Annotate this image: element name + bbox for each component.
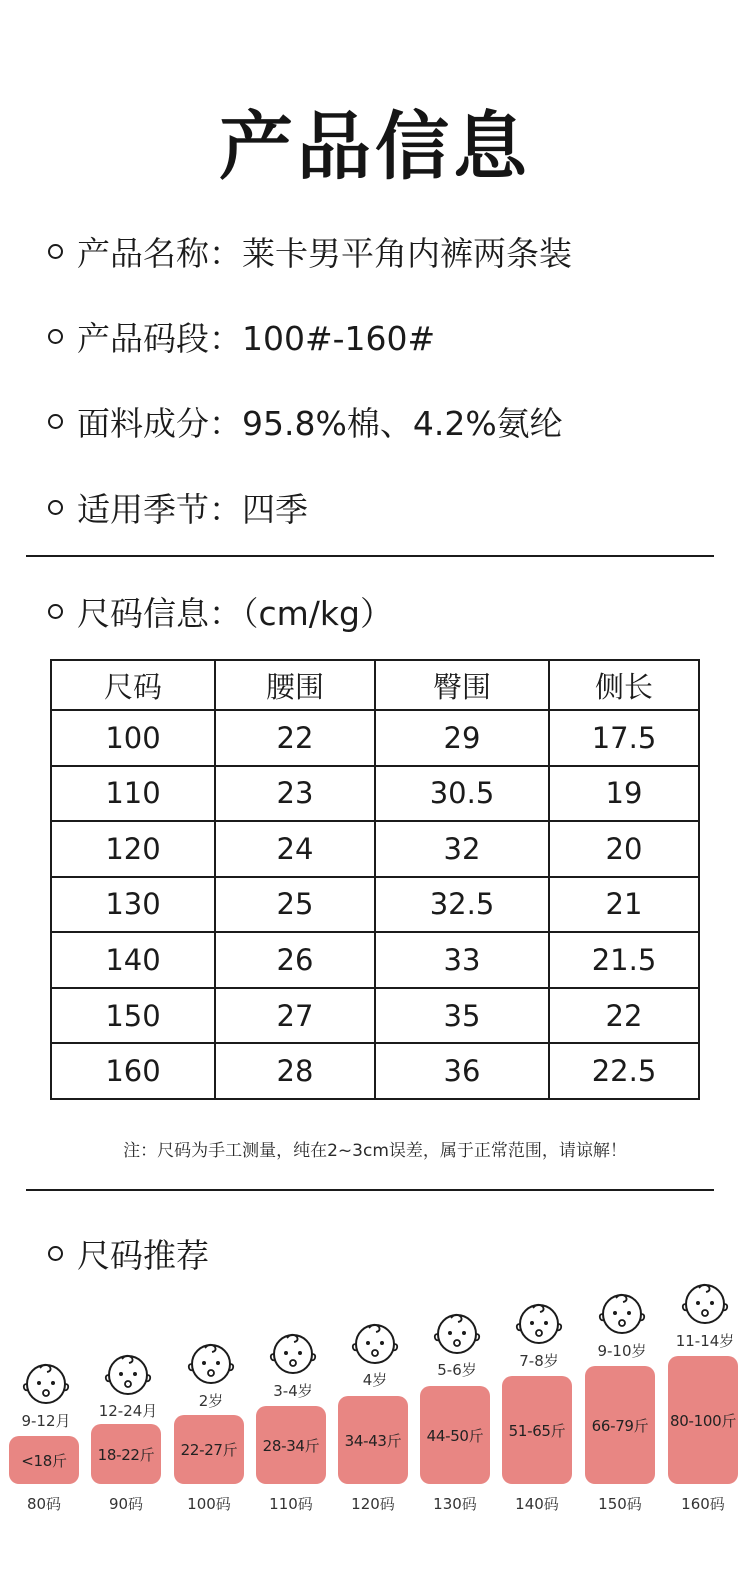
page-title: 产品信息 bbox=[219, 104, 531, 190]
baby-face-icon bbox=[263, 1330, 323, 1374]
recommend-age: 7-8岁 bbox=[519, 1352, 559, 1370]
baby-face-icon bbox=[509, 1300, 569, 1344]
recommend-weight: 18-22斤 bbox=[91, 1424, 161, 1484]
table-row bbox=[51, 710, 699, 766]
info-product-name-text: 产品名称：莱卡男平角内裤两条装 bbox=[77, 234, 572, 273]
info-fabric-text: 面料成分：95.8%棉、4.2%氨纶 bbox=[77, 404, 563, 443]
recommend-age: 12-24月 bbox=[98, 1402, 158, 1420]
table-cell: 28 bbox=[215, 1043, 375, 1099]
baby-face-icon bbox=[427, 1310, 487, 1354]
section-divider bbox=[26, 555, 714, 557]
recommend-size: 140码 bbox=[515, 1495, 559, 1513]
bullet-icon bbox=[48, 604, 63, 619]
baby-face-icon bbox=[16, 1360, 76, 1404]
recommend-weight: 66-79斤 bbox=[585, 1366, 655, 1484]
size-section-heading-text: 尺码信息：（cm/kg） bbox=[77, 594, 393, 633]
table-cell: 30.5 bbox=[375, 766, 549, 822]
section-divider bbox=[26, 1189, 714, 1191]
recommend-age: 2岁 bbox=[198, 1392, 224, 1410]
bullet-icon bbox=[48, 244, 63, 259]
baby-face-icon bbox=[98, 1351, 158, 1395]
table-row bbox=[51, 821, 699, 877]
info-season bbox=[48, 484, 308, 531]
recommend-size: 120码 bbox=[351, 1495, 395, 1513]
table-cell: 21 bbox=[549, 877, 699, 933]
recommend-size: 90码 bbox=[108, 1495, 144, 1513]
info-season-text: 适用季节：四季 bbox=[77, 490, 308, 529]
table-cell: 32.5 bbox=[375, 877, 549, 933]
table-cell: 17.5 bbox=[549, 710, 699, 766]
table-cell: 21.5 bbox=[549, 932, 699, 988]
info-product-name bbox=[48, 228, 572, 275]
recommend-age: 5-6岁 bbox=[437, 1361, 477, 1379]
recommend-weight: 22-27斤 bbox=[174, 1415, 244, 1484]
table-row bbox=[51, 766, 699, 822]
table-cell: 26 bbox=[215, 932, 375, 988]
table-cell: 25 bbox=[215, 877, 375, 933]
table-cell: 32 bbox=[375, 821, 549, 877]
recommend-weight: 80-100斤 bbox=[668, 1356, 738, 1484]
recommend-weight: 28-34斤 bbox=[256, 1406, 326, 1484]
baby-face-icon bbox=[181, 1340, 241, 1384]
recommend-age: 9-12月 bbox=[21, 1412, 71, 1430]
table-cell: 150 bbox=[51, 988, 215, 1044]
table-cell: 27 bbox=[215, 988, 375, 1044]
recommend-size: 130码 bbox=[433, 1495, 477, 1513]
table-header-row bbox=[51, 660, 699, 710]
header-hip: 臀围 bbox=[375, 660, 549, 710]
table-cell: 29 bbox=[375, 710, 549, 766]
table-row bbox=[51, 1043, 699, 1099]
table-cell: 160 bbox=[51, 1043, 215, 1099]
table-row bbox=[51, 988, 699, 1044]
bullet-icon bbox=[48, 414, 63, 429]
header-size: 尺码 bbox=[51, 660, 215, 710]
header-waist: 腰围 bbox=[215, 660, 375, 710]
size-note: 注：尺码为手工测量，纯在2~3cm误差，属于正常范围，请谅解！ bbox=[123, 1141, 627, 1161]
baby-face-icon bbox=[592, 1290, 652, 1334]
info-size-range-text: 产品码段：100#-160# bbox=[77, 319, 436, 358]
bullet-icon bbox=[48, 329, 63, 344]
baby-face-icon bbox=[675, 1280, 735, 1324]
recommend-age: 4岁 bbox=[362, 1371, 388, 1389]
table-cell: 110 bbox=[51, 766, 215, 822]
recommend-size: 150码 bbox=[598, 1495, 642, 1513]
table-cell: 23 bbox=[215, 766, 375, 822]
recommend-age: 11-14岁 bbox=[675, 1332, 735, 1350]
table-row bbox=[51, 932, 699, 988]
table-cell: 20 bbox=[549, 821, 699, 877]
recommend-size: 110码 bbox=[269, 1495, 313, 1513]
recommend-age: 9-10岁 bbox=[597, 1342, 647, 1360]
info-fabric bbox=[48, 398, 563, 445]
recommend-heading bbox=[48, 1230, 209, 1277]
table-cell: 35 bbox=[375, 988, 549, 1044]
recommend-size: 100码 bbox=[187, 1495, 231, 1513]
bullet-icon bbox=[48, 500, 63, 515]
table-cell: 22.5 bbox=[549, 1043, 699, 1099]
table-cell: 19 bbox=[549, 766, 699, 822]
table-cell: 22 bbox=[215, 710, 375, 766]
recommend-weight: <18斤 bbox=[9, 1436, 79, 1484]
table-cell: 100 bbox=[51, 710, 215, 766]
table-cell: 36 bbox=[375, 1043, 549, 1099]
recommend-weight: 44-50斤 bbox=[420, 1386, 490, 1484]
recommend-size: 80码 bbox=[26, 1495, 62, 1513]
table-cell: 140 bbox=[51, 932, 215, 988]
bullet-icon bbox=[48, 1246, 63, 1261]
header-side-length: 侧长 bbox=[549, 660, 699, 710]
recommend-age: 3-4岁 bbox=[273, 1382, 313, 1400]
size-table bbox=[50, 659, 700, 1100]
table-cell: 130 bbox=[51, 877, 215, 933]
recommend-heading-text: 尺码推荐 bbox=[77, 1236, 209, 1275]
table-row bbox=[51, 877, 699, 933]
baby-face-icon bbox=[345, 1320, 405, 1364]
recommend-weight: 51-65斤 bbox=[502, 1376, 572, 1484]
table-cell: 24 bbox=[215, 821, 375, 877]
table-cell: 33 bbox=[375, 932, 549, 988]
recommend-size: 160码 bbox=[681, 1495, 725, 1513]
table-cell: 120 bbox=[51, 821, 215, 877]
info-size-range bbox=[48, 313, 435, 360]
table-cell: 22 bbox=[549, 988, 699, 1044]
recommend-weight: 34-43斤 bbox=[338, 1396, 408, 1484]
size-section-heading bbox=[48, 588, 393, 635]
